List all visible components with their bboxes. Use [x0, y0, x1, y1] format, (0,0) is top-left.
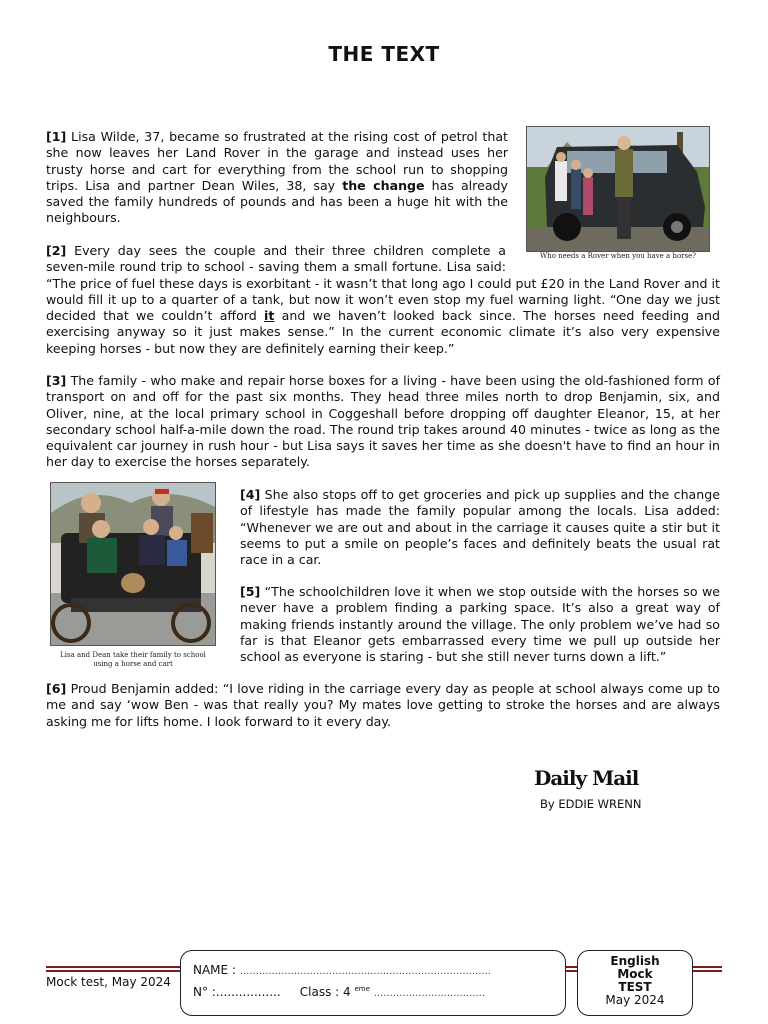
- badge-mock: Mock: [617, 967, 653, 981]
- photo-caption: Lisa and Dean take their family to school using a horse and cart: [60, 651, 206, 668]
- paragraph-text: Proud Benjamin added: “I love riding in the carriage every day as people at school always come up to me and say ‘wow Ben - was that really you? My mates love getting to stroke the horses and are always asking me for lifts home. I look forward to it every day.: [46, 681, 720, 729]
- badge-subject: English: [610, 954, 660, 968]
- paragraph-4: [240, 487, 720, 568]
- daily-mail-logo: Daily Mail: [534, 766, 639, 790]
- paragraph-number: [2]: [46, 243, 67, 258]
- paragraph-text: Every day sees the couple and their three children complete a seven-mile round trip to school - saving them a small fortune. Lisa said: “The price of fuel these days is exorbitant - it wasn’t that long ago I could put £20 in the Land Rover and it would fill it up to a quarter of a tank, but now it won’t even stop my fuel warning light. “One day we just decided that we couldn’t afford: [46, 243, 720, 324]
- class-label: Class : 4: [299, 985, 351, 999]
- paragraph-text: has already saved the family hundreds of pounds and has been a huge hit with the neighbours.: [46, 177, 508, 226]
- paragraph-3: [46, 373, 720, 471]
- horse-cart-photo: [50, 482, 216, 646]
- class-superscript: eme: [354, 985, 370, 993]
- land-rover-photo: [526, 126, 710, 252]
- paragraph-text: and we haven’t looked back since. The horses need feeding and exercising anyway so it just makes sense.” In the current economic climate it’s also very expensive keeping horses - but now they are definitely earning their keep.”: [46, 308, 720, 356]
- test-badge: [577, 950, 693, 1016]
- paragraph-1: [46, 129, 508, 227]
- highlight-phrase: the change: [342, 177, 425, 193]
- paragraph-text: She also stops off to get groceries and pick up supplies and the change of lifestyle has made the family popular among the locals. Lisa added: “Whenever we are out and about in the carriage it causes quite a stir but it seems to put a smile on people’s faces and definitely beats the usual rat race in a car.: [240, 487, 720, 568]
- mock-test-label: Mock test, May 2024: [46, 975, 171, 989]
- paragraph-number: [5]: [240, 584, 261, 599]
- paragraph-number: [6]: [46, 681, 67, 696]
- paragraph-text: Lisa Wilde, 37, became so frustrated at the rising cost of petrol that she now leaves her Land Rover in the garage and instead uses her trusty horse and cart for everything from the school run to shopping trips. Lisa and partner Dean Wiles, 38, say: [46, 129, 508, 193]
- paragraph-text: The family - who make and repair horse boxes for a living - have been using the old-fashioned form of transport on and off for the past six months. They head three miles north to drop Benjamin, six, and Oliver, nine, at the local primary school in Coggeshall before dropping off daughter Eleanor, 15, at her secondary school half-a-mile down the road. The round trip takes around 40 minutes - twice as long as the equivalent car journey in rush hour - but Lisa says it saves her time as she doesn't have to find an hour in her day to exercise the horses separately.: [46, 373, 720, 470]
- paragraph-text: “The schoolchildren love it when we stop outside with the horses so we never have a problem finding a parking space. It’s also a great way of making friends instantly around the village. The only problem we’ve had so far is that Eleanor gets embarrassed every time we pull up outside her school as everyone is staring - but she still never turns down a lift.”: [240, 584, 720, 665]
- emphasised-word: it: [264, 308, 275, 324]
- paragraph-number: [1]: [46, 129, 67, 144]
- page-title: THE TEXT: [328, 42, 440, 66]
- byline: By EDDIE WRENN: [540, 797, 642, 811]
- badge-test: TEST: [618, 980, 652, 994]
- number-class-row: [193, 985, 553, 1007]
- class-field[interactable]: ...................................: [373, 988, 486, 999]
- number-field[interactable]: N° :.................: [193, 985, 281, 999]
- badge-date: May 2024: [605, 993, 665, 1007]
- photo-caption: Who needs a Rover when you have a horse?: [539, 252, 697, 260]
- name-field[interactable]: ...............................................................................: [239, 966, 491, 977]
- name-row: [193, 963, 553, 985]
- paragraph-number: [4]: [240, 487, 261, 502]
- paragraph-5: [240, 584, 720, 665]
- student-info-box: [180, 950, 566, 1016]
- name-label: NAME :: [193, 963, 236, 977]
- paragraph-2: [46, 243, 720, 357]
- paragraph-6: [46, 681, 720, 730]
- paragraph-number: [3]: [46, 373, 67, 388]
